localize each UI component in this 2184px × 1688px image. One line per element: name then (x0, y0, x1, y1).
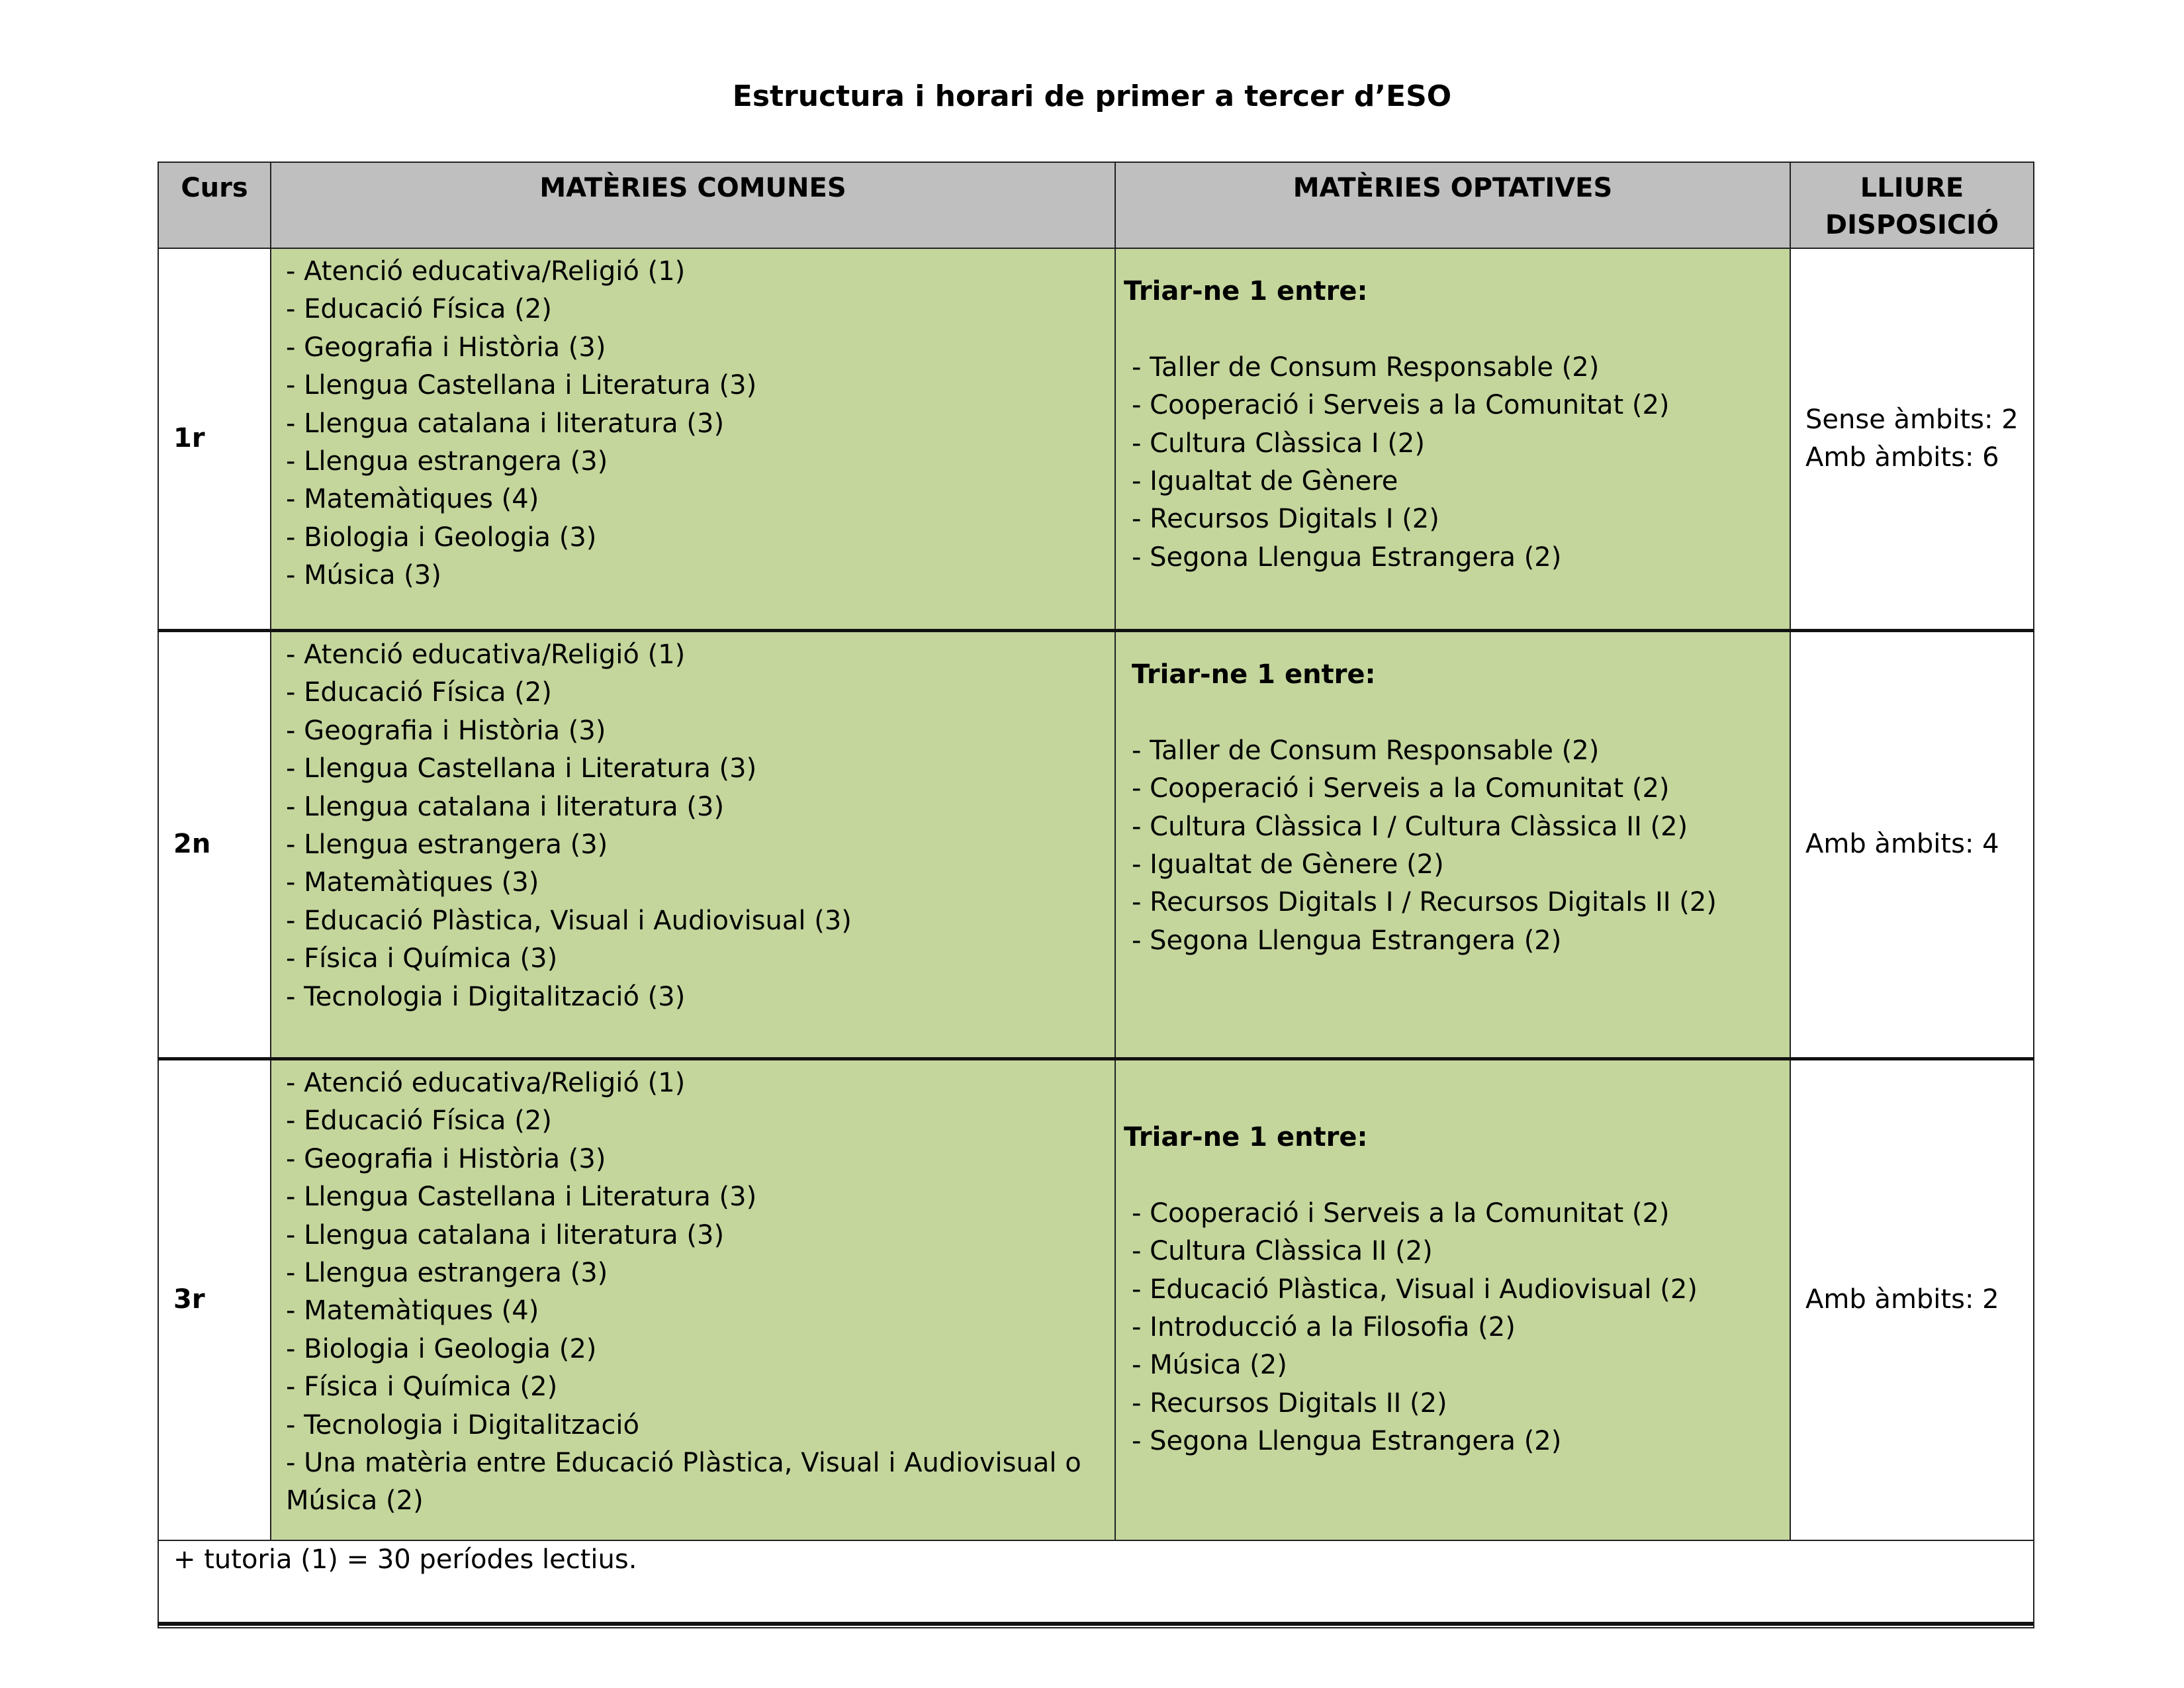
lliure-cell (1790, 248, 2034, 631)
list-item: - Matemàtiques (4) (286, 484, 539, 515)
list-item: - Recursos Digitals II (2) (1132, 1387, 1447, 1419)
list-item: - Música (2) (1132, 1350, 1287, 1381)
lliure-cell (1790, 1059, 2034, 1541)
list-item: - Llengua estrangera (3) (286, 1258, 608, 1289)
optatives-heading: Triar-ne 1 entre: (1132, 659, 1376, 690)
curs-cell: 2n (158, 631, 271, 1059)
list-item: - Geografia i Història (3) (286, 332, 606, 363)
header-lliure-line2: DISPOSICIÓ (1825, 210, 1999, 240)
list-item: - Educació Física (2) (286, 1105, 552, 1137)
schedule-table (158, 162, 2034, 1628)
list-item: - Recursos Digitals I / Recursos Digitals II (2) (1132, 887, 1717, 918)
optatives-heading: Triar-ne 1 entre: (1124, 276, 1368, 306)
list-item: - Biologia i Geologia (2) (286, 1333, 597, 1364)
list-item: - Taller de Consum Responsable (2) (1132, 735, 1600, 766)
list-item: - Atenció educativa/Religió (1) (286, 639, 686, 670)
list-item: - Educació Plàstica, Visual i Audiovisual (2) (1132, 1274, 1698, 1305)
list-item: - Llengua Castellana i Literatura (3) (286, 1182, 757, 1213)
list-item: - Igualtat de Gènere (2) (1132, 849, 1444, 880)
lliure-value: Amb àmbits: 2 (1805, 1284, 1999, 1315)
header-row (158, 162, 2034, 248)
list-item: - Tecnologia i Digitalització (286, 1409, 639, 1440)
comunes-cell (271, 631, 1115, 1059)
optatives-cell (1115, 248, 1790, 631)
list-item: - Llengua estrangera (3) (286, 446, 608, 477)
list-item: - Cooperació i Serveis a la Comunitat (2) (1132, 773, 1670, 804)
header-lliure-line1: LLIURE (1860, 173, 1964, 203)
list-item: - Llengua Castellana i Literatura (3) (286, 753, 757, 784)
footer-note: + tutoria (1) = 30 períodes lectius. (158, 1540, 2034, 1628)
list-item: - Física i Química (3) (286, 943, 558, 974)
list-item: - Una matèria entre Educació Plàstica, Visual i Audiovisual o (286, 1448, 1081, 1479)
list-item: Música (2) (286, 1485, 424, 1517)
table-row (158, 248, 2034, 631)
list-item: - Matemàtiques (4) (286, 1295, 539, 1327)
table-row (158, 1059, 2034, 1541)
list-item: - Recursos Digitals I (2) (1132, 504, 1439, 535)
list-item: - Taller de Consum Responsable (2) (1132, 352, 1600, 383)
comunes-cell (271, 1059, 1115, 1541)
list-item: - Atenció educativa/Religió (1) (286, 1068, 686, 1098)
list-item: - Atenció educativa/Religió (1) (286, 256, 686, 287)
lliure-value: Amb àmbits: 6 (1805, 442, 1999, 473)
list-item: - Educació Física (2) (286, 677, 552, 708)
list-item: - Llengua Castellana i Literatura (3) (286, 370, 757, 401)
lliure-value: Sense àmbits: 2 (1805, 404, 2019, 435)
table-row (158, 631, 2034, 1059)
list-item: - Cooperació i Serveis a la Comunitat (2) (1132, 1197, 1670, 1229)
footer-row (158, 1540, 2034, 1628)
list-item: - Segona Llengua Estrangera (2) (1132, 925, 1562, 956)
list-item: - Llengua catalana i literatura (3) (286, 1219, 725, 1250)
list-item: - Cultura Clàssica I (2) (1132, 428, 1425, 459)
list-item: - Llengua catalana i literatura (3) (286, 791, 725, 822)
header-comunes: MATÈRIES COMUNES (271, 162, 1115, 248)
list-item: - Geografia i Història (3) (286, 1143, 606, 1174)
list-item: - Educació Plàstica, Visual i Audiovisual (3) (286, 905, 852, 936)
list-item: - Tecnologia i Digitalització (3) (286, 981, 686, 1012)
header-optatives: MATÈRIES OPTATIVES (1115, 162, 1790, 248)
list-item: - Matemàtiques (3) (286, 867, 539, 898)
list-item: - Física i Química (2) (286, 1372, 558, 1403)
optatives-cell (1115, 631, 1790, 1059)
list-item: - Cooperació i Serveis a la Comunitat (2) (1132, 390, 1670, 421)
bottom-rule (158, 1622, 2033, 1626)
optatives-heading: Triar-ne 1 entre: (1124, 1122, 1368, 1152)
list-item: - Segona Llengua Estrangera (2) (1132, 541, 1562, 573)
list-item: - Cultura Clàssica II (2) (1132, 1236, 1433, 1267)
list-item: - Educació Física (2) (286, 294, 552, 325)
list-item: - Biologia i Geologia (3) (286, 522, 597, 553)
curs-cell: 3r (158, 1059, 271, 1541)
lliure-cell (1790, 631, 2034, 1059)
header-curs: Curs (158, 162, 271, 248)
lliure-value: Amb àmbits: 4 (1805, 829, 1999, 860)
list-item: - Llengua catalana i literatura (3) (286, 408, 725, 439)
list-item: - Introducció a la Filosofia (2) (1132, 1312, 1516, 1343)
list-item: - Música (3) (286, 560, 441, 591)
list-item: - Segona Llengua Estrangera (2) (1132, 1426, 1562, 1457)
comunes-cell (271, 248, 1115, 631)
list-item: - Llengua estrangera (3) (286, 829, 608, 861)
list-item: - Igualtat de Gènere (1132, 466, 1398, 497)
optatives-cell (1115, 1059, 1790, 1541)
curs-cell: 1r (158, 248, 271, 631)
list-item: - Geografia i Història (3) (286, 715, 606, 746)
header-lliure (1790, 162, 2034, 248)
page-title: Estructura i horari de primer a tercer d’ESO (732, 79, 1452, 113)
list-item: - Cultura Clàssica I / Cultura Clàssica II (2) (1132, 811, 1688, 842)
